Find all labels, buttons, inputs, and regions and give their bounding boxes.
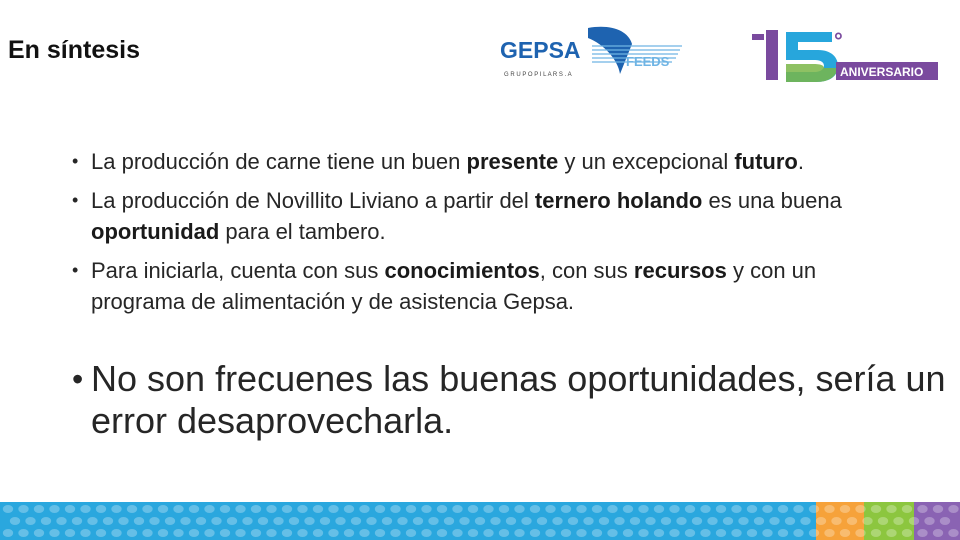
- footer-dot: [421, 505, 431, 513]
- footer-dot: [685, 529, 695, 537]
- anniversary-degree: °: [834, 28, 843, 53]
- footer-dot: [654, 505, 664, 513]
- footer-dot: [754, 517, 764, 525]
- footer-dot: [3, 529, 13, 537]
- footer-dot: [499, 505, 509, 513]
- footer-dot: [80, 529, 90, 537]
- footer-dot: [359, 529, 369, 537]
- footer-dot: [235, 529, 245, 537]
- footer-dot: [669, 529, 679, 537]
- footer-dot: [189, 529, 199, 537]
- footer-dot: [204, 505, 214, 513]
- bullet-text: y un excepcional: [558, 149, 735, 174]
- footer-dot: [769, 517, 779, 525]
- footer-dot: [421, 529, 431, 537]
- footer-dot: [909, 517, 919, 525]
- footer-dot: [406, 505, 416, 513]
- footer-dot: [847, 517, 857, 525]
- footer-dot: [351, 517, 361, 525]
- footer-dot: [359, 505, 369, 513]
- footer-dot: [592, 505, 602, 513]
- footer-dot: [607, 529, 617, 537]
- bullet-text: , con sus: [539, 258, 634, 283]
- conclusion-text: No son frecuenes las buenas oportunidades, sería un error desaprovecharla.: [91, 358, 946, 441]
- footer-dot: [878, 517, 888, 525]
- emphasized-text: futuro: [734, 149, 798, 174]
- footer-dot: [189, 505, 199, 513]
- footer-dot: [320, 517, 330, 525]
- footer-dot: [800, 517, 810, 525]
- footer-dot: [227, 517, 237, 525]
- bullet-marker: •: [72, 260, 79, 280]
- footer-dot: [607, 505, 617, 513]
- emphasized-text: conocimientos: [384, 258, 540, 283]
- footer-dot: [18, 505, 28, 513]
- footer-dot: [65, 505, 75, 513]
- footer-dot: [871, 505, 881, 513]
- footer-dot: [824, 529, 834, 537]
- footer-dot: [158, 529, 168, 537]
- footer-dot: [96, 529, 106, 537]
- footer-dot: [940, 517, 950, 525]
- footer-dot: [917, 505, 927, 513]
- footer-dot: [623, 505, 633, 513]
- footer-dot: [933, 505, 943, 513]
- bullet-item: [72, 255, 912, 317]
- footer-dot: [204, 529, 214, 537]
- footer-dot: [111, 529, 121, 537]
- bullet-text: La producción de Novillito Liviano a partir del: [91, 188, 535, 213]
- footer-dot: [382, 517, 392, 525]
- footer-dot: [313, 505, 323, 513]
- footer-dot: [196, 517, 206, 525]
- footer-dot: [530, 505, 540, 513]
- footer-dot: [483, 505, 493, 513]
- footer-dot: [10, 517, 20, 525]
- footer-dot: [576, 505, 586, 513]
- bullet-text: para el tambero.: [219, 219, 386, 244]
- footer-dot: [933, 529, 943, 537]
- emphasized-text: recursos: [633, 258, 727, 283]
- footer-dot: [127, 529, 137, 537]
- footer-dot: [948, 529, 958, 537]
- footer-dot: [375, 505, 385, 513]
- footer-dot: [669, 505, 679, 513]
- footer-dot: [490, 517, 500, 525]
- footer-dot: [142, 529, 152, 537]
- footer-dot: [707, 517, 717, 525]
- footer-dot: [831, 517, 841, 525]
- footer-dot: [366, 517, 376, 525]
- footer-dot: [220, 505, 230, 513]
- footer-dot: [948, 505, 958, 513]
- footer-dot: [700, 505, 710, 513]
- decorative-footer-band: [0, 502, 960, 540]
- footer-dot: [165, 517, 175, 525]
- footer-dot: [127, 505, 137, 513]
- anniversary-label: ANIVERSARIO: [840, 65, 924, 79]
- footer-dot: [80, 505, 90, 513]
- footer-dot: [258, 517, 268, 525]
- footer-dot: [437, 505, 447, 513]
- footer-dot: [459, 517, 469, 525]
- footer-dot: [785, 517, 795, 525]
- emphasized-text: presente: [466, 149, 559, 174]
- footer-dot: [313, 529, 323, 537]
- footer-dot: [614, 517, 624, 525]
- footer-dot: [251, 529, 261, 537]
- bullet-text: y con un programa de alimentación y de asistencia Gepsa.: [91, 258, 817, 314]
- bullet-text: La producción de carne tiene un buen: [91, 149, 467, 174]
- footer-dot: [173, 505, 183, 513]
- footer-dot: [375, 529, 385, 537]
- footer-dot: [289, 517, 299, 525]
- footer-dot: [855, 505, 865, 513]
- footer-dot: [638, 505, 648, 513]
- footer-dot: [34, 529, 44, 537]
- footer-dot: [149, 517, 159, 525]
- footer-dot: [468, 505, 478, 513]
- footer-dot: [661, 517, 671, 525]
- footer-dot: [692, 517, 702, 525]
- footer-dot: [809, 529, 819, 537]
- footer-dot: [700, 529, 710, 537]
- footer-dot: [452, 529, 462, 537]
- footer-dot: [747, 529, 757, 537]
- footer-dot: [397, 517, 407, 525]
- footer-dot: [335, 517, 345, 525]
- footer-dot: [654, 529, 664, 537]
- footer-dot: [180, 517, 190, 525]
- footer-dot: [444, 517, 454, 525]
- footer-dot: [483, 529, 493, 537]
- bullet-text: Para iniciarla, cuenta con sus: [91, 258, 385, 283]
- bullet-item: [72, 185, 912, 247]
- footer-dot: [623, 529, 633, 537]
- footer-dot: [3, 505, 13, 513]
- footer-dot: [103, 517, 113, 525]
- footer-dot: [545, 505, 555, 513]
- footer-dot: [514, 505, 524, 513]
- footer-dot: [917, 529, 927, 537]
- footer-dot: [778, 505, 788, 513]
- slide-title: En síntesis: [8, 36, 140, 64]
- footer-dot: [266, 505, 276, 513]
- footer-dot: [871, 529, 881, 537]
- footer-dot: [111, 505, 121, 513]
- footer-dot: [220, 529, 230, 537]
- footer-dot: [437, 529, 447, 537]
- gepsa-wordmark: GEPSA: [500, 37, 581, 63]
- footer-dot: [816, 517, 826, 525]
- footer-dot: [824, 505, 834, 513]
- footer-dot: [747, 505, 757, 513]
- footer-dot: [886, 505, 896, 513]
- footer-dot: [530, 529, 540, 537]
- footer-dot: [72, 517, 82, 525]
- anniversary-15-logo: [752, 28, 938, 84]
- footer-dot: [390, 529, 400, 537]
- footer-dot: [716, 505, 726, 513]
- footer-dot: [413, 517, 423, 525]
- footer-dot: [49, 505, 59, 513]
- footer-dot: [537, 517, 547, 525]
- footer-dot: [685, 505, 695, 513]
- footer-dot: [676, 517, 686, 525]
- footer-dot: [406, 529, 416, 537]
- footer-dot: [886, 529, 896, 537]
- footer-dot: [297, 529, 307, 537]
- footer-dot: [738, 517, 748, 525]
- footer-dot: [282, 505, 292, 513]
- footer-dot: [893, 517, 903, 525]
- conclusion-statement: [72, 358, 951, 442]
- footer-dot: [251, 505, 261, 513]
- footer-dot: [34, 505, 44, 513]
- footer-dot: [793, 505, 803, 513]
- footer-dot: [173, 529, 183, 537]
- footer-dot: [583, 517, 593, 525]
- footer-dot: [242, 517, 252, 525]
- footer-dot: [855, 529, 865, 537]
- footer-dot: [49, 529, 59, 537]
- footer-dot: [273, 517, 283, 525]
- footer-dot: [924, 517, 934, 525]
- footer-dot: [390, 505, 400, 513]
- footer-dot: [304, 517, 314, 525]
- gepsa-feeds-logo: [500, 24, 690, 84]
- footer-dot: [18, 529, 28, 537]
- emphasized-text: oportunidad: [91, 219, 220, 244]
- footer-dot: [158, 505, 168, 513]
- footer-dot: [645, 517, 655, 525]
- footer-dot: [778, 529, 788, 537]
- footer-dot: [592, 529, 602, 537]
- bullet-text: es una buena: [702, 188, 842, 213]
- footer-dot: [762, 505, 772, 513]
- footer-dot: [87, 517, 97, 525]
- footer-dot: [211, 517, 221, 525]
- grupo-pilar-label: G R U P O P I L A R S . A: [504, 72, 572, 78]
- footer-dot: [499, 529, 509, 537]
- footer-dot: [134, 517, 144, 525]
- bullet-list: [72, 146, 912, 325]
- footer-dot: [297, 505, 307, 513]
- footer-dot: [328, 529, 338, 537]
- footer-dot: [65, 529, 75, 537]
- footer-dot: [552, 517, 562, 525]
- footer-dot: [561, 505, 571, 513]
- footer-dot: [521, 517, 531, 525]
- footer-dot: [506, 517, 516, 525]
- footer-dot: [902, 505, 912, 513]
- footer-dot: [862, 517, 872, 525]
- footer-dot: [96, 505, 106, 513]
- footer-dot: [630, 517, 640, 525]
- footer-dot: [25, 517, 35, 525]
- footer-dot: [716, 529, 726, 537]
- footer-dot: [344, 505, 354, 513]
- bullet-marker: •: [72, 151, 79, 171]
- emphasized-text: ternero holando: [534, 188, 703, 213]
- feeds-wordmark: FEEDS: [626, 54, 670, 69]
- footer-dot: [282, 529, 292, 537]
- footer-dot: [638, 529, 648, 537]
- footer-dot: [793, 529, 803, 537]
- bullet-marker: •: [72, 190, 79, 210]
- bullet-text: .: [797, 149, 804, 174]
- footer-dot: [568, 517, 578, 525]
- footer-dot: [452, 505, 462, 513]
- footer-dot: [731, 505, 741, 513]
- footer-dot: [723, 517, 733, 525]
- footer-dot: [731, 529, 741, 537]
- footer-dot: [545, 529, 555, 537]
- footer-dot: [762, 529, 772, 537]
- footer-dot: [142, 505, 152, 513]
- footer-dot: [840, 505, 850, 513]
- footer-dot: [475, 517, 485, 525]
- footer-dot: [902, 529, 912, 537]
- footer-dot: [41, 517, 51, 525]
- footer-dot: [599, 517, 609, 525]
- footer-dot: [428, 517, 438, 525]
- footer-dot: [118, 517, 128, 525]
- footer-dot: [514, 529, 524, 537]
- footer-dot: [344, 529, 354, 537]
- footer-dot: [266, 529, 276, 537]
- footer-dot: [840, 529, 850, 537]
- footer-dot: [809, 505, 819, 513]
- footer-dot: [56, 517, 66, 525]
- footer-dot: [468, 529, 478, 537]
- footer-dot: [328, 505, 338, 513]
- bullet-marker: •: [72, 361, 84, 397]
- footer-dot: [561, 529, 571, 537]
- footer-dot: [235, 505, 245, 513]
- bullet-item: [72, 146, 912, 177]
- footer-dot: [576, 529, 586, 537]
